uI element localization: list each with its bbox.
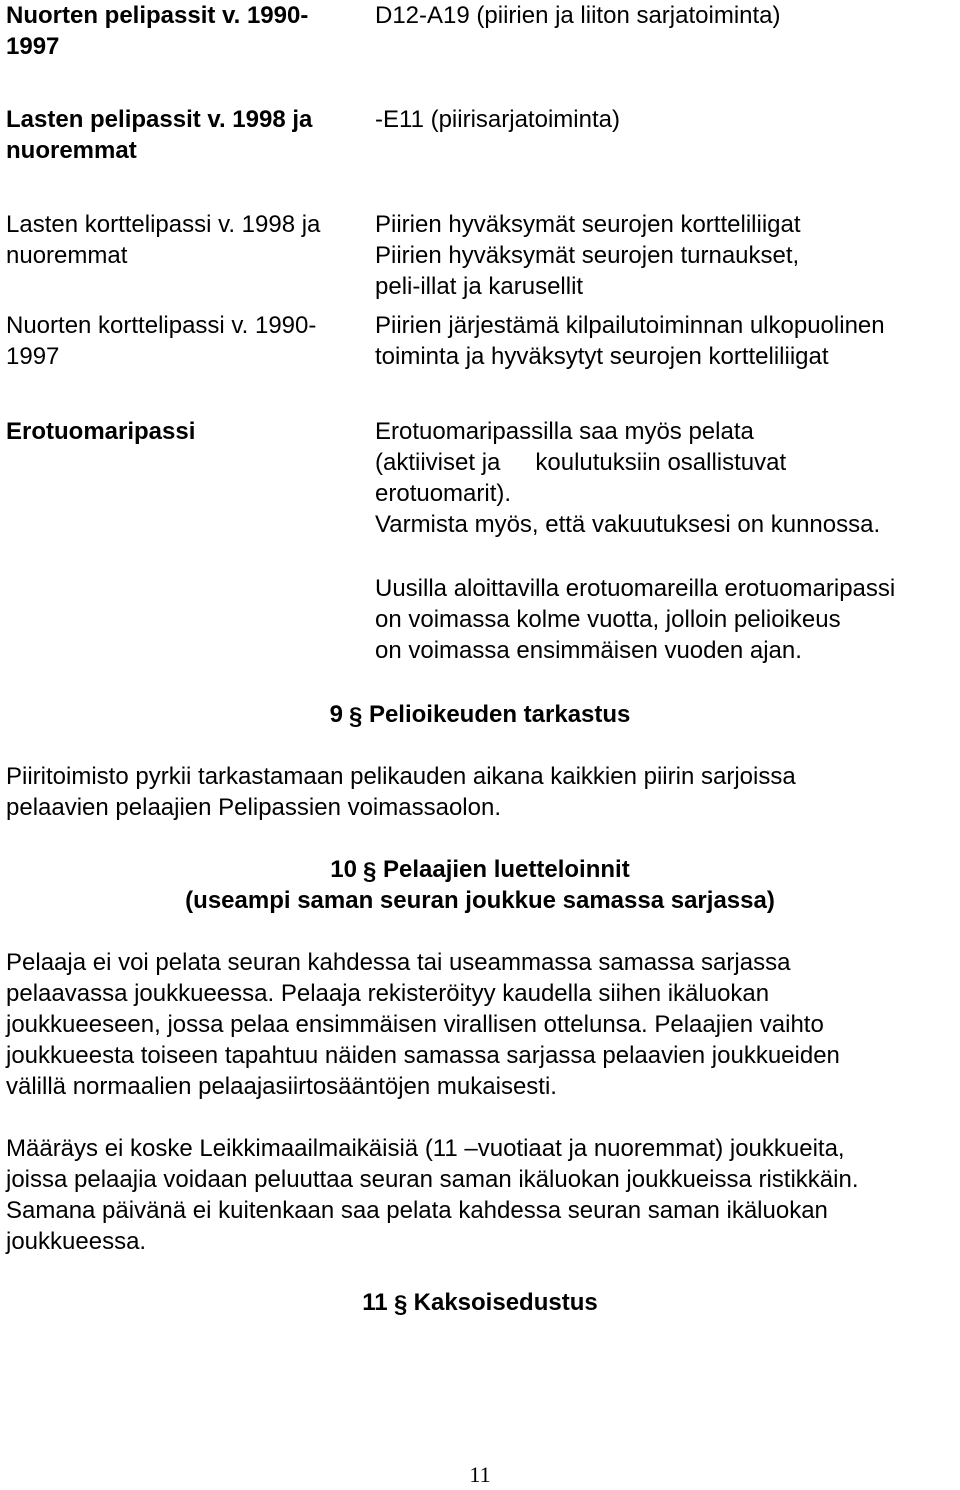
section10-number: 10 bbox=[330, 856, 357, 883]
section10-p2-line1: Määräys ei koske Leikkimaailmaikäisiä (11 –vuotiaat ja nuoremmat) joukkueita, bbox=[6, 1135, 845, 1162]
row4-left-line1: Nuorten korttelipassi v. 1990- bbox=[6, 312, 317, 339]
row4-left-line2: 1997 bbox=[6, 343, 60, 370]
section11-title: Kaksoisedustus bbox=[413, 1289, 598, 1316]
row5-right-p2-line3: on voimassa ensimmäisen vuoden ajan. bbox=[375, 637, 802, 664]
section9-heading bbox=[0, 699, 960, 730]
row4-left-label bbox=[6, 310, 366, 372]
section-sign-icon bbox=[363, 858, 377, 884]
section9-title: Pelioikeuden tarkastus bbox=[368, 701, 631, 728]
row1-left-line2: 1997 bbox=[6, 33, 60, 60]
section-sign-icon bbox=[394, 1291, 408, 1317]
section9-body-line1: Piiritoimisto pyrkii tarkastamaan pelikauden aikana kaikkien piirin sarjoissa bbox=[6, 763, 796, 790]
row4-right-line2: toiminta ja hyväksytyt seurojen kortteliliigat bbox=[375, 343, 829, 370]
row3-left-line2: nuoremmat bbox=[6, 242, 128, 269]
row5-right-line1: Erotuomaripassilla saa myös pelata bbox=[375, 418, 754, 445]
svg-text:§: § bbox=[393, 1290, 407, 1317]
section10-p1-line5: välillä normaalien pelaajasiirtosääntöjen mukaisesti. bbox=[6, 1073, 557, 1100]
section9-body bbox=[6, 761, 956, 823]
row5-right-paragraph2 bbox=[375, 573, 895, 666]
row5-right-p2-line1: Uusilla aloittavilla erotuomareilla erotuomaripassi bbox=[375, 575, 896, 602]
section10-p2-line3: Samana päivänä ei kuitenkaan saa pelata kahdessa seuran saman ikäluokan bbox=[6, 1197, 828, 1224]
section10-p1-line2: pelaavassa joukkueessa. Pelaaja rekisteröityy kaudella siihen ikäluokan bbox=[6, 980, 770, 1007]
row5-right-line2a: (aktiiviset ja bbox=[375, 449, 501, 476]
row3-left-label bbox=[6, 209, 366, 271]
section10-subtitle: (useampi saman seuran joukkue samassa sarjassa) bbox=[185, 887, 775, 914]
row3-right-line3: peli-illat ja karusellit bbox=[375, 273, 584, 300]
row4-right-text bbox=[375, 310, 885, 372]
row2-left-line2: nuoremmat bbox=[6, 137, 137, 164]
section10-title: Pelaajien luetteloinnit bbox=[382, 856, 630, 883]
row5-right-line3: erotuomarit). bbox=[375, 480, 512, 507]
section10-p2-line2: joissa pelaajia voidaan peluuttaa seuran saman ikäluokan joukkueissa ristikkäin. bbox=[6, 1166, 859, 1193]
row4-right-line1: Piirien järjestämä kilpailutoiminnan ulkopuolinen bbox=[375, 312, 885, 339]
section10-p2-line4: joukkueessa. bbox=[6, 1228, 147, 1255]
svg-text:§: § bbox=[348, 702, 363, 729]
section11-heading bbox=[0, 1287, 960, 1318]
row5-right-line4: Varmista myös, että vakuutuksesi on kunnossa. bbox=[375, 511, 881, 538]
row3-right-line2: Piirien hyväksymät seurojen turnaukset, bbox=[375, 242, 800, 269]
row1-left-label bbox=[6, 0, 366, 62]
row3-left-line1: Lasten korttelipassi v. 1998 ja bbox=[6, 211, 321, 238]
row5-left-line1: Erotuomaripassi bbox=[6, 418, 196, 445]
row2-left-line1: Lasten pelipassit v. 1998 ja bbox=[6, 106, 313, 133]
row5-right-line2b: koulutuksiin osallistuvat bbox=[535, 449, 787, 476]
page-number: 11 bbox=[469, 1462, 491, 1487]
section10-paragraph2 bbox=[6, 1133, 956, 1257]
row2-right-text bbox=[375, 104, 620, 135]
row2-right-line1: -E11 (piirisarjatoiminta) bbox=[375, 106, 620, 133]
row2-left-label bbox=[6, 104, 366, 166]
row5-left-label bbox=[6, 416, 366, 447]
section10-p1-line1: Pelaaja ei voi pelata seuran kahdessa tai useammassa samassa sarjassa bbox=[6, 949, 791, 976]
section-sign-icon bbox=[349, 703, 363, 729]
row5-right-line2 bbox=[375, 447, 880, 478]
section9-number: 9 bbox=[329, 701, 343, 728]
row3-right-line1: Piirien hyväksymät seurojen kortteliliigat bbox=[375, 211, 801, 238]
row1-right-text bbox=[375, 0, 781, 31]
section10-p1-line3: joukkueeseen, jossa pelaa ensimmäisen virallisen ottelunsa. Pelaajien vaihto bbox=[6, 1011, 824, 1038]
row5-right-text bbox=[375, 416, 880, 540]
section10-p1-line4: joukkueesta toiseen tapahtuu näiden samassa sarjassa pelaavien joukkueiden bbox=[6, 1042, 840, 1069]
section11-number: 11 bbox=[362, 1289, 388, 1316]
row1-left-line1: Nuorten pelipassit v. 1990- bbox=[6, 2, 309, 29]
svg-text:§: § bbox=[362, 857, 377, 884]
row3-right-text bbox=[375, 209, 801, 302]
section10-heading bbox=[0, 854, 960, 916]
row1-right-line1: D12-A19 (piirien ja liiton sarjatoiminta) bbox=[375, 2, 781, 29]
section9-body-line2: pelaavien pelaajien Pelipassien voimassaolon. bbox=[6, 794, 501, 821]
row5-right-p2-line2: on voimassa kolme vuotta, jolloin pelioikeus bbox=[375, 606, 841, 633]
section10-paragraph1 bbox=[6, 947, 956, 1102]
